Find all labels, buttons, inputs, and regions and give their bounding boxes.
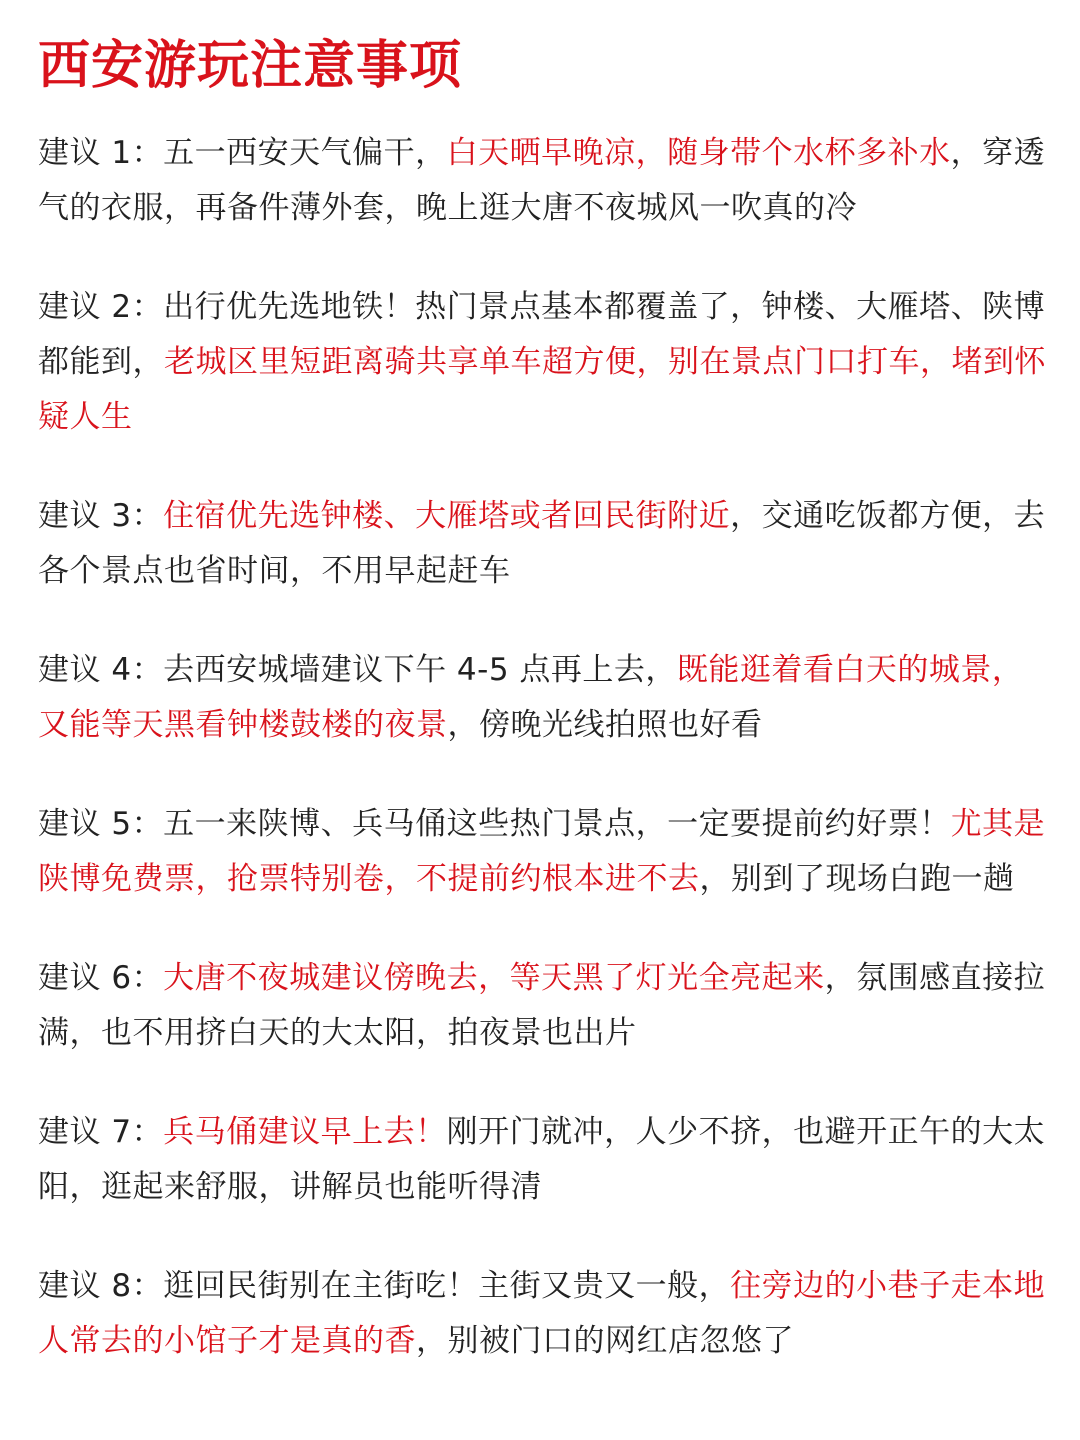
tip-segment-highlight: 老城区里短距离骑共享单车超方便，别在景点门口打车，堵到怀疑人生 [38, 344, 1046, 435]
tip-item-6 [38, 951, 1048, 1061]
tip-item-2 [38, 280, 1048, 445]
tip-segment-highlight: 白天晒早晚凉，随身带个水杯多补水 [446, 135, 951, 171]
tip-item-8 [38, 1259, 1048, 1369]
tip-prefix: 建议 2： [38, 289, 164, 325]
tip-segment-highlight: 往旁边的小巷子走本地人常去的小馆子才是真的香 [38, 1268, 1046, 1359]
tip-prefix: 建议 5： [38, 806, 164, 842]
page-title: 西安游玩注意事项 [38, 36, 463, 96]
tip-item-1 [38, 126, 1048, 236]
tip-prefix: 建议 6： [38, 960, 164, 996]
tip-segment: ，交通吃饭都方便，去各个景点也省时间，不用早起赶车 [38, 498, 1046, 589]
tip-segment: 逛回民街别在主街吃！主街又贵又一般， [163, 1268, 731, 1304]
tips-list [38, 126, 1048, 1369]
tip-item-4 [38, 643, 1048, 753]
tip-segment-highlight: 既能逛着看白天的城景，又能等天黑看钟楼鼓楼的夜景 [38, 652, 1024, 743]
tip-segment-highlight: 兵马俑建议早上去！ [163, 1114, 447, 1150]
tip-prefix: 建议 8： [38, 1268, 164, 1304]
tip-segment-highlight: 尤其是陕博免费票，抢票特别卷，不提前约根本进不去 [38, 806, 1046, 897]
tip-segment: 五一西安天气偏干， [163, 135, 447, 171]
tip-item-7 [38, 1105, 1048, 1215]
tip-item-5 [38, 797, 1048, 907]
tip-segment: 刚开门就冲，人少不挤，也避开正午的大太阳，逛起来舒服，讲解员也能听得清 [38, 1114, 1046, 1205]
tip-prefix: 建议 4： [38, 652, 164, 688]
tip-prefix: 建议 7： [38, 1114, 164, 1150]
tip-segment: ，氛围感直接拉满，也不用挤白天的大太阳，拍夜景也出片 [38, 960, 1046, 1051]
tip-segment-highlight: 大唐不夜城建议傍晚去，等天黑了灯光全亮起来 [163, 960, 825, 996]
tip-item-3 [38, 489, 1048, 599]
tip-segment: ，别到了现场白跑一趟 [699, 861, 1015, 897]
tip-prefix: 建议 3： [38, 498, 164, 534]
tip-segment: 出行优先选地铁！热门景点基本都覆盖了，钟楼、大雁塔、陕博都能到， [38, 289, 1046, 380]
tip-segment: 五一来陕博、兵马俑这些热门景点，一定要提前约好票！ [163, 806, 951, 842]
tip-segment-highlight: 住宿优先选钟楼、大雁塔或者回民街附近 [163, 498, 731, 534]
tip-segment: ，别被门口的网红店忽悠了 [416, 1323, 794, 1359]
tip-segment: 去西安城墙建议下午 4-5 点再上去， [163, 652, 677, 688]
tip-segment: ，傍晚光线拍照也好看 [447, 707, 763, 743]
tip-prefix: 建议 1： [38, 135, 164, 171]
tip-segment: ，穿透气的衣服，再备件薄外套，晚上逛大唐不夜城风一吹真的冷 [38, 135, 1046, 226]
